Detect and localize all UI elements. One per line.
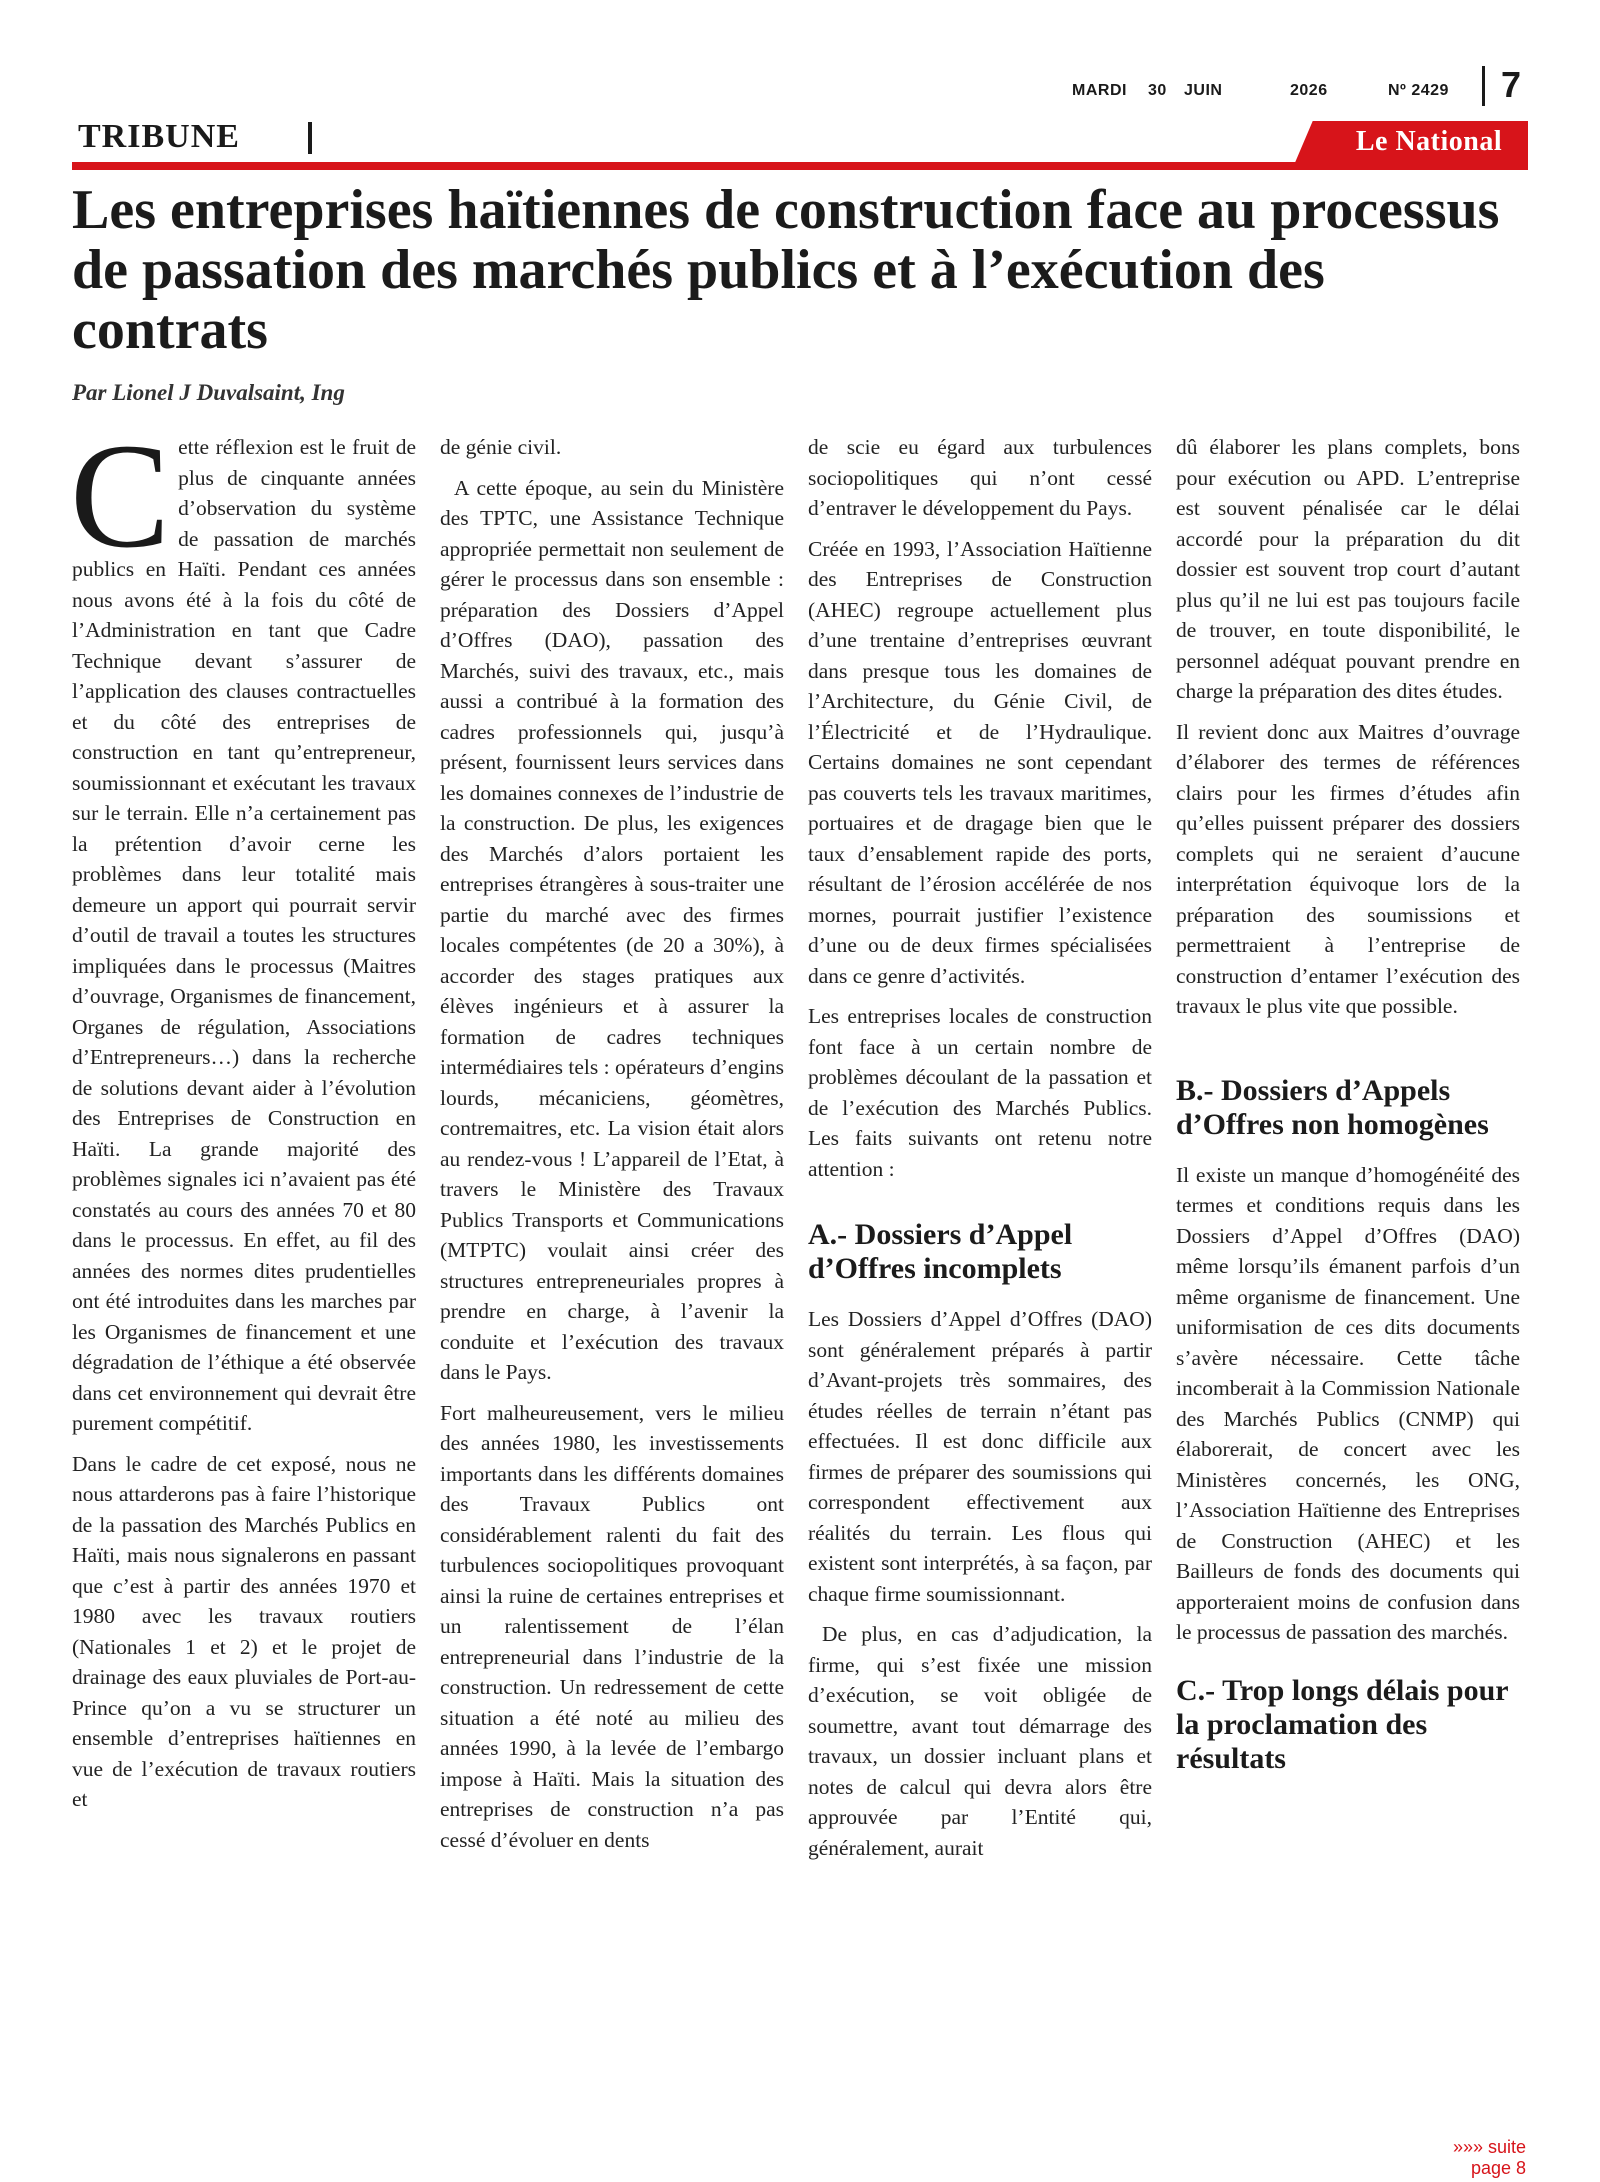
- continued-link[interactable]: »»» suite page 8: [1452, 2137, 1526, 2178]
- issue-year: 2026: [1290, 82, 1328, 99]
- paragraph: dû élaborer les plans complets, bons pour exécution ou APD. L’entreprise est souvent pénalisée car le délai accordé pour la préparation du dit dossier est souvent trop court d’autant plus qu’il ne lui est pas toujours facile de trouver, en toute disponibilité, le personnel adéquat pouvant prendre en charge la préparation des dites études.: [1176, 435, 1520, 703]
- issue-info: [1072, 82, 1524, 106]
- paragraph: [70, 413, 416, 1439]
- paragraph: De plus, en cas d’adjudication, la firme, qui s’est fixée une mission d’exécution, se voit obligée de soumettre, avant tout démarrage des travaux, un dossier incluant plans et notes de calcul qui devra alors être approuvée par l’Entité qui, généralement, aurait: [808, 1622, 1152, 1860]
- paragraph: Fort malheureusement, vers le milieu des années 1980, les investissements importants dans les différents domaines des Travaux Publics ont considérablement ralenti du fait des turbulences sociopolitiques provoquant ainsi la ruine de certaines entreprises et un ralentissement de l’élan entrepreneurial dans l’industrie de la construction. Un redressement de cette situation a été noté au milieu des années 1990, à la levée de l’embargo impose à Haïti. Mais la situation des entreprises de construction n’a pas cessé d’évoluer en dents: [440, 1400, 784, 1852]
- paragraph: de génie civil.: [440, 435, 562, 459]
- article-column-3: [808, 432, 1152, 1873]
- paragraph: Il existe un manque d’homogénéité des termes et conditions requis dans les Dossiers d’Appel d’Offres (DAO) même lorsqu’ils émanent parfois d’un même organisme de financement. Une uniformisation de ces dits documents s’avère nécessaire. Cette tâche incomberait à la Commission Nationale des Marchés Publics (CNMP) qui élaborerait, de concert avec les Ministères concernés, les ONG, l’Association Haïtienne des Entreprises de Construction (AHEC) et les Bailleurs de fonds des documents qui apporteraient moins de confusion dans le processus de passation des marchés.: [1176, 1162, 1520, 1644]
- page-number: 7: [1482, 66, 1521, 106]
- section-label: TRIBUNE: [78, 118, 240, 155]
- article-column-2: [440, 432, 784, 1865]
- article-column-1: [70, 413, 416, 1825]
- header-rule: [72, 162, 1528, 170]
- issue-number: Nº 2429: [1388, 82, 1449, 99]
- subheading-c: C.- Trop longs délais pour la proclamation des résultats: [1176, 1673, 1509, 1775]
- section-divider: [308, 122, 312, 154]
- drop-cap: C: [70, 413, 171, 579]
- issue-month: JUIN: [1184, 82, 1223, 99]
- issue-date: 30: [1148, 82, 1167, 99]
- paragraph: Les Dossiers d’Appel d’Offres (DAO) sont généralement préparés à partir d’Avant-projets très sommaires, des études réelles de terrain n’étant pas effectuées. Il est donc difficile aux firmes de préparer des soumissions qui correspondent effectivement aux réalités du terrain. Les flous qui existent sont interprétés, à sa façon, par chaque firme soumissionnant.: [808, 1307, 1152, 1606]
- paragraph-text: ette réflexion est le fruit de plus de cinquante années d’observation du système de passation de marchés publics en Haïti. Pendant ces années nous avons été à la fois du côté de l’Administration en tant que Cadre Technique devant s’assurer de l’application des clauses contractuelles et du côté des entreprises de construction en tant qu’entrepreneur, soumissionnant et exécutant les travaux sur le terrain. Elle n’a certainement pas la prétention d’avoir cerne les problèmes dans leur totalité mais demeure un apport qui pourrait servir d’outil de travail a toutes les structures impliquées dans le processus (Maitres d’ouvrage, Organismes de financement, Organes de régulation, Associations d’Entrepreneurs…) dans la recherche de solutions devant aider à l’évolution des Entreprises de Construction en Haïti. La grande majorité des problèmes signales ici n’avaient pas été constatés au cours des années 70 et 80 dans le processus. En effet, au fil des années des normes dites prudentielles ont été introduites dans les marches par les Organismes de financement et une dégradation de l’éthique a été observée dans cet environnement qui devrait être purement compétitif.: [72, 435, 416, 1435]
- issue-day: MARDI: [1072, 82, 1127, 99]
- subheading-b: B.- Dossiers d’Appels d’Offres non homogènes: [1176, 1073, 1489, 1141]
- article-byline: Par Lionel J Duvalsaint, Ing: [72, 380, 345, 405]
- paragraph: de scie eu égard aux turbulences sociopolitiques qui n’ont cessé d’entraver le développement du Pays.: [808, 435, 1152, 520]
- paragraph: Dans le cadre de cet exposé, nous ne nous attarderons pas à faire l’historique de la passation des Marchés Publics en Haïti, mais nous signalerons en passant que c’est à partir des années 1970 et 1980 avec les travaux routiers (Nationales 1 et 2) et le projet de drainage des eaux pluviales de Port-au-Prince qu’on a vu se structurer un ensemble d’entreprises haïtiennes en vue de l’exécution de travaux routiers et: [72, 1451, 416, 1811]
- article-column-4: [1176, 432, 1520, 1794]
- paragraph: Les entreprises locales de construction font face à un certain nombre de problèmes découlant de la passation et de l’exécution des Marchés Publics. Les faits suivants ont retenu notre attention :: [808, 1004, 1152, 1181]
- article-title: Les entreprises haïtiennes de construction face au processus de passation des marchés publics et à l’exécution des contrats: [72, 179, 1500, 361]
- newspaper-page: [72, 0, 1528, 2182]
- paragraph: Il revient donc aux Maitres d’ouvrage d’élaborer des termes de références clairs pour les firmes d’études afin qu’elles puissent préparer des dossiers complets qui ne seraient d’aucune interprétation équivoque lors de la préparation des soumissions et permettraient à l’entreprise de construction d’entamer l’exécution des travaux le plus vite que possible.: [1176, 719, 1520, 1018]
- brand-name: Le National: [1355, 126, 1503, 157]
- paragraph: Créée en 1993, l’Association Haïtienne des Entreprises de Construction (AHEC) regroupe actuellement plus d’une trentaine d’entreprises œuvrant dans presque tous les domaines de l’Architecture, du Génie Civil, de l’Électricité et de l’Hydraulique. Certains domaines ne sont cependant pas couverts tels les travaux maritimes, portuaires et de dragage bien que le taux d’ensablement rapide des ports, résultant de l’érosion accélérée de nos mornes, pourrait justifier l’existence d’une ou de deux firmes spécialisées dans ce genre d’activités.: [808, 536, 1152, 988]
- paragraph: A cette époque, au sein du Ministère des TPTC, une Assistance Technique appropriée permettait non seulement de gérer le processus dans son ensemble : préparation des Dossiers d’Appel d’Offres (DAO), passation des Marchés, suivi des travaux, etc., mais aussi a contribué à la formation des cadres professionnels qui, jusqu’à présent, fournissent leurs services dans les domaines connexes de l’industrie de la construction. De plus, les exigences des Marchés d’alors portaient les entreprises étrangères à sous-traiter une partie du marché avec des firmes locales compétentes (de 20 a 30%), à accorder des stages pratiques aux élèves ingénieurs et à assurer la formation de cadres techniques intermédiaires tels : opérateurs d’engins lourds, mécaniciens, géomètres, contremaitres, etc. La vision était alors au rendez-vous ! L’appareil de l’Etat, à travers le Ministère des Travaux Publics Transports et Communications (MTPTC) voulait ainsi créer des structures entrepreneuriales propres à prendre en charge, à l’avenir la conduite et l’exécution des travaux dans le Pays.: [440, 475, 784, 1384]
- subheading-a: A.- Dossiers d’Appel d’Offres incomplets: [808, 1218, 1073, 1285]
